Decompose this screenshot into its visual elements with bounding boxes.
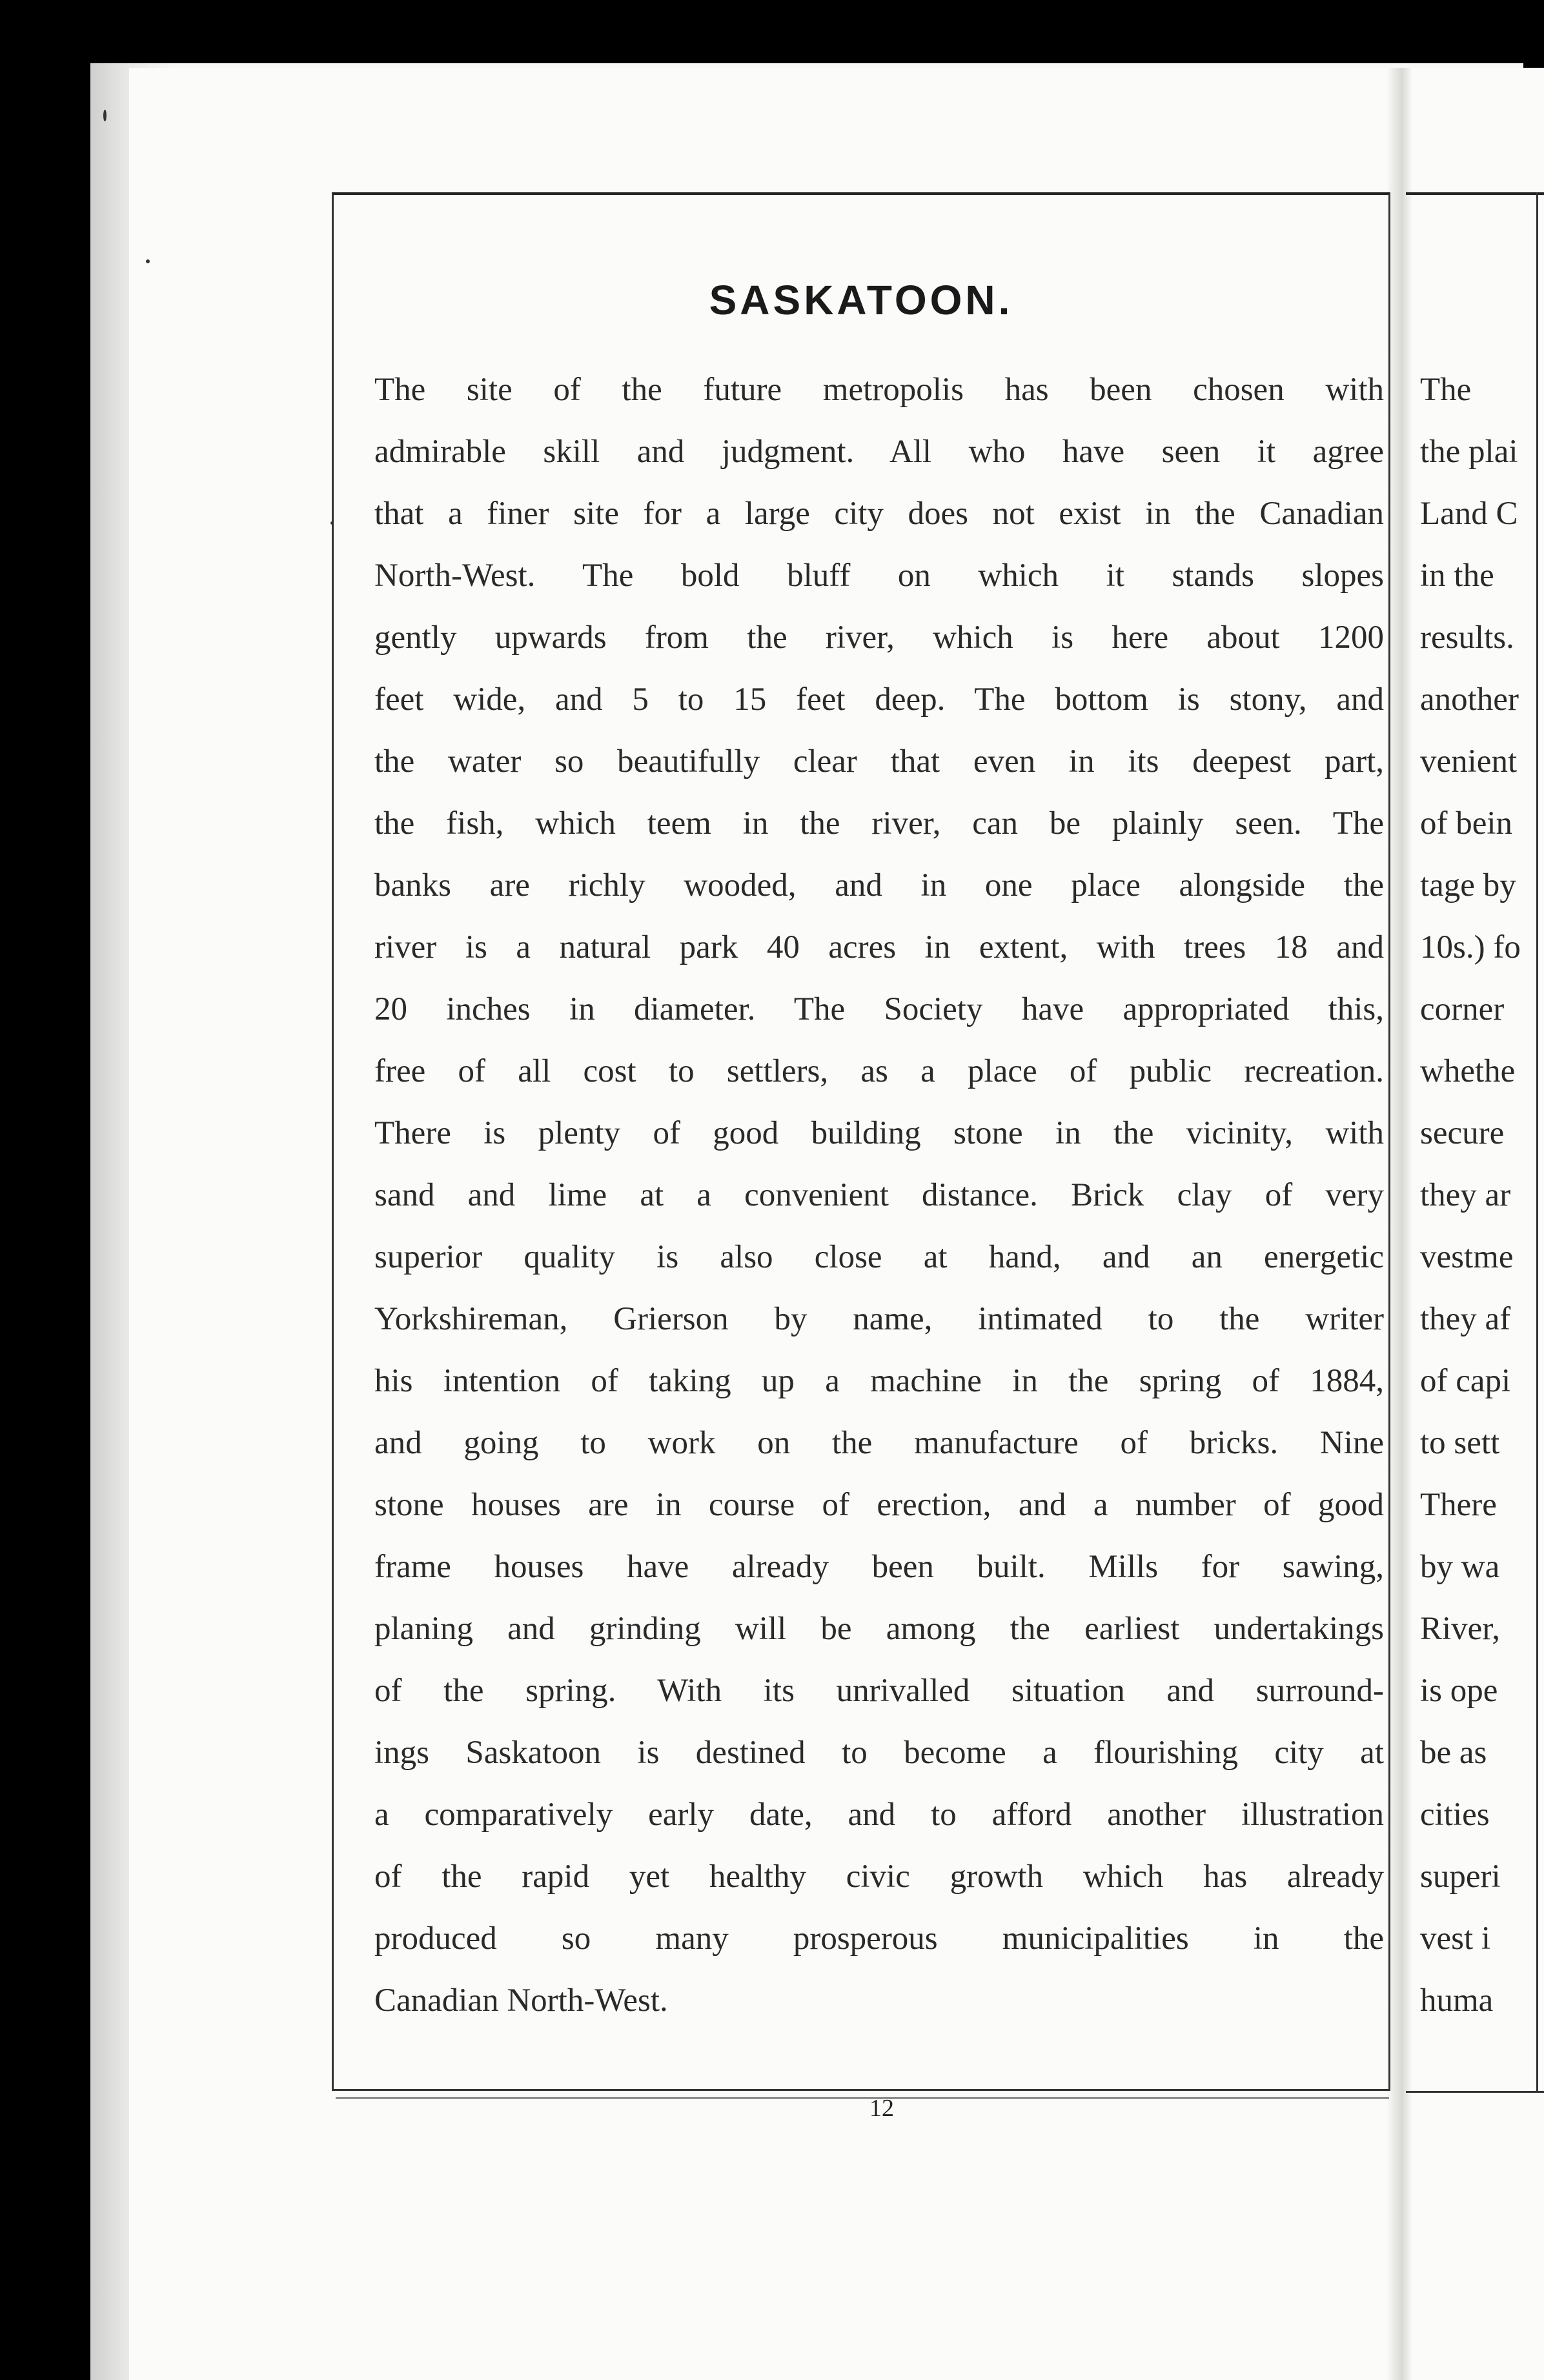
text-line: produced so many prosperous municipalities in the (374, 1921, 1384, 1957)
facing-page-line: 10s.) fo (1420, 929, 1521, 965)
text-line: the water so beautifully clear that even in its deepest part, (374, 743, 1384, 780)
facing-page-line: they ar (1420, 1177, 1511, 1213)
text-line: ings Saskatoon is destined to become a flourishing city at (374, 1735, 1384, 1771)
text-line: and going to work on the manufacture of bricks. Nine (374, 1425, 1384, 1461)
facing-page-line: the plai (1420, 434, 1518, 470)
text-line: free of all cost to settlers, as a place of public recreation. (374, 1053, 1384, 1089)
facing-page-line: cities (1420, 1797, 1490, 1833)
text-line: of the rapid yet healthy civic growth which has already (374, 1859, 1384, 1895)
facing-page-line: of bein (1420, 805, 1513, 842)
text-line: superior quality is also close at hand, and an energetic (374, 1239, 1384, 1275)
facing-page-line: to sett (1420, 1425, 1500, 1461)
text-line: North-West. The bold bluff on which it stands slopes (374, 558, 1384, 594)
facing-page-line: in the (1420, 558, 1494, 594)
facing-page-line: The (1420, 372, 1472, 408)
facing-page-line: of capi (1420, 1363, 1511, 1399)
text-line: Yorkshireman, Grierson by name, intimated to the writer (374, 1301, 1384, 1337)
text-line: banks are richly wooded, and in one place alongside the (374, 867, 1384, 903)
text-line: his intention of taking up a machine in the spring of 1884, (374, 1363, 1384, 1399)
text-line: that a finer site for a large city does not exist in the Canadian (374, 496, 1384, 532)
text-line: sand and lime at a convenient distance. Brick clay of very (374, 1177, 1384, 1213)
text-line: The site of the future metropolis has been chosen with (374, 372, 1384, 408)
text-line: 20 inches in diameter. The Society have appropriated this, (374, 991, 1384, 1027)
body-text (374, 359, 1384, 2032)
facing-page-line: by wa (1420, 1549, 1500, 1585)
text-line: river is a natural park 40 acres in extent, with trees 18 and (374, 929, 1384, 965)
facing-page-line: is ope (1420, 1673, 1498, 1709)
text-line: admirable skill and judgment. All who have seen it agree (374, 434, 1384, 470)
text-line: There is plenty of good building stone in the vicinity, with (374, 1115, 1384, 1151)
facing-page-line: Land C (1420, 496, 1518, 532)
facing-page-line: whethe (1420, 1053, 1516, 1089)
text-line: Canadian North-West. (374, 1982, 668, 2019)
text-line: frame houses have already been built. Mills for sawing, (374, 1549, 1384, 1585)
facing-page-line: superi (1420, 1859, 1501, 1895)
facing-page-line: results. (1420, 620, 1514, 656)
facing-page-line: River, (1420, 1611, 1501, 1647)
facing-page-line: vestme (1420, 1239, 1514, 1275)
facing-page-line: another (1420, 681, 1519, 718)
text-line: stone houses are in course of erection, and a number of good (374, 1487, 1384, 1523)
facing-page-line: There (1420, 1487, 1497, 1523)
text-line: feet wide, and 5 to 15 feet deep. The bottom is stony, and (374, 681, 1384, 718)
page-number: 12 (869, 2095, 894, 2122)
text-line: of the spring. With its unrivalled situation and surround- (374, 1673, 1384, 1709)
scan-speck (330, 521, 334, 525)
text-line: gently upwards from the river, which is here about 1200 (374, 620, 1384, 656)
book-gutter (1387, 68, 1412, 2380)
facing-page-line: they af (1420, 1301, 1511, 1337)
text-line: a comparatively early date, and to afford another illustration (374, 1797, 1384, 1833)
facing-page-top-rule (1406, 192, 1544, 195)
facing-page-line: vest i (1420, 1921, 1491, 1957)
facing-page-line: tage by (1420, 867, 1516, 903)
facing-page-line: corner (1420, 991, 1505, 1027)
page-title: SASKATOON. (709, 277, 1013, 323)
facing-page-bottom-rule (1406, 2091, 1544, 2093)
scan-speck (146, 259, 150, 263)
facing-page-line: be as (1420, 1735, 1487, 1771)
scan-speck (103, 110, 107, 121)
facing-page-line: huma (1420, 1982, 1494, 2019)
facing-page-text (1420, 359, 1544, 2032)
text-line: planing and grinding will be among the earliest undertakings (374, 1611, 1384, 1647)
facing-page-line: venient (1420, 743, 1518, 780)
text-line: the fish, which teem in the river, can be plainly seen. The (374, 805, 1384, 842)
facing-page-line: secure (1420, 1115, 1505, 1151)
